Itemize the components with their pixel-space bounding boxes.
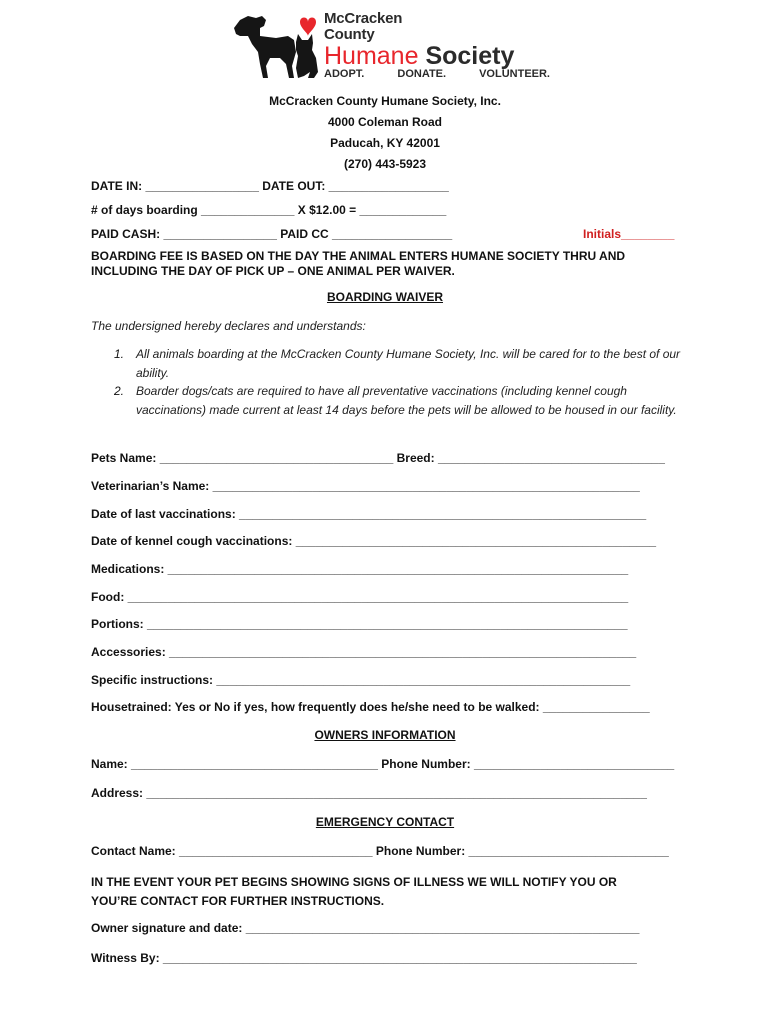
logo-humane: Humane bbox=[324, 42, 419, 70]
waiver-title: BOARDING WAIVER bbox=[326, 290, 443, 304]
paid-field[interactable]: PAID CASH: _________________ PAID CC __________________ bbox=[91, 227, 453, 241]
logo-tag-donate: DONATE. bbox=[397, 68, 447, 80]
kennel-cough-field[interactable]: Date of kennel cough vaccinations: ______________________________________________________ bbox=[91, 534, 657, 548]
owner-address-field[interactable]: Address: ___________________________________________________________________________ bbox=[91, 786, 647, 800]
specific-instructions-field[interactable]: Specific instructions: ______________________________________________________________ bbox=[91, 673, 631, 687]
dog-cat-heart-icon bbox=[226, 6, 326, 84]
logo-line-county: County bbox=[324, 26, 375, 43]
org-name: McCracken County Humane Society, Inc. bbox=[269, 94, 501, 108]
waiver-item-1-number: 1. bbox=[114, 347, 125, 361]
logo-line-humane-society bbox=[324, 42, 514, 71]
accessories-field[interactable]: Accessories: ______________________________________________________________________ bbox=[91, 645, 637, 659]
waiver-item-2-number: 2. bbox=[114, 384, 125, 398]
logo-line-mccracken: McCracken bbox=[324, 10, 403, 27]
waiver-item-2: Boarder dogs/cats are required to have all preventative vaccinations (including kennel cough vaccinations) made current at least 14 days before the pets will be allowed to be housed in our facility. bbox=[136, 384, 677, 417]
witness-field[interactable]: Witness By: _______________________________________________________________________ bbox=[91, 951, 637, 965]
owner-name-phone-field[interactable]: Name: _____________________________________ Phone Number: ______________________________ bbox=[91, 757, 675, 771]
emergency-contact-title: EMERGENCY CONTACT bbox=[315, 815, 455, 829]
logo-society: Society bbox=[425, 42, 515, 70]
initials-field[interactable]: Initials________ bbox=[583, 227, 675, 241]
pets-name-breed-field[interactable]: Pets Name: ___________________________________ Breed: __________________________________ bbox=[91, 451, 665, 465]
last-vaccinations-field[interactable]: Date of last vaccinations: _____________________________________________________________ bbox=[91, 507, 647, 521]
emergency-contact-field[interactable]: Contact Name: _____________________________ Phone Number: ______________________________ bbox=[91, 844, 669, 858]
illness-notice: IN THE EVENT YOUR PET BEGINS SHOWING SIGNS OF ILLNESS WE WILL NOTIFY YOU OR YOU’RE CONTACT FOR FURTHER INSTRUCTIONS. bbox=[91, 875, 617, 908]
medications-field[interactable]: Medications: _____________________________________________________________________ bbox=[91, 562, 629, 576]
food-field[interactable]: Food: ___________________________________________________________________________ bbox=[91, 590, 629, 604]
org-street: 4000 Coleman Road bbox=[327, 115, 443, 129]
date-in-out-field[interactable]: DATE IN: _________________ DATE OUT: __________________ bbox=[91, 179, 449, 193]
portions-field[interactable]: Portions: ________________________________________________________________________ bbox=[91, 617, 628, 631]
days-boarding-field[interactable]: # of days boarding ______________ X $12.00 = _____________ bbox=[91, 203, 447, 217]
owners-info-title: OWNERS INFORMATION bbox=[314, 728, 456, 742]
veterinarian-name-field[interactable]: Veterinarian’s Name: ________________________________________________________________ bbox=[91, 479, 640, 493]
logo-tag-adopt: ADOPT. bbox=[324, 68, 365, 80]
org-city: Paducah, KY 42001 bbox=[330, 136, 440, 150]
logo-tag-volunteer: VOLUNTEER. bbox=[479, 68, 550, 80]
housetrained-field[interactable]: Housetrained: Yes or No if yes, how frequently does he/she need to be walked: ________________ bbox=[91, 700, 650, 714]
boarding-fee-notice: BOARDING FEE IS BASED ON THE DAY THE ANIMAL ENTERS HUMANE SOCIETY THRU AND INCLUDING THE DAY OF PICK UP – ONE ANIMAL PER WAIVER. bbox=[91, 249, 626, 278]
waiver-intro: The undersigned hereby declares and understands: bbox=[91, 319, 366, 333]
logo-wordmark bbox=[324, 6, 564, 84]
org-phone: (270) 443-5923 bbox=[343, 157, 427, 171]
waiver-item-1: All animals boarding at the McCracken County Humane Society, Inc. will be cared for to the best of our ability. bbox=[136, 347, 681, 380]
owner-signature-field[interactable]: Owner signature and date: ___________________________________________________________ bbox=[91, 921, 640, 935]
logo-tagline bbox=[324, 68, 550, 80]
